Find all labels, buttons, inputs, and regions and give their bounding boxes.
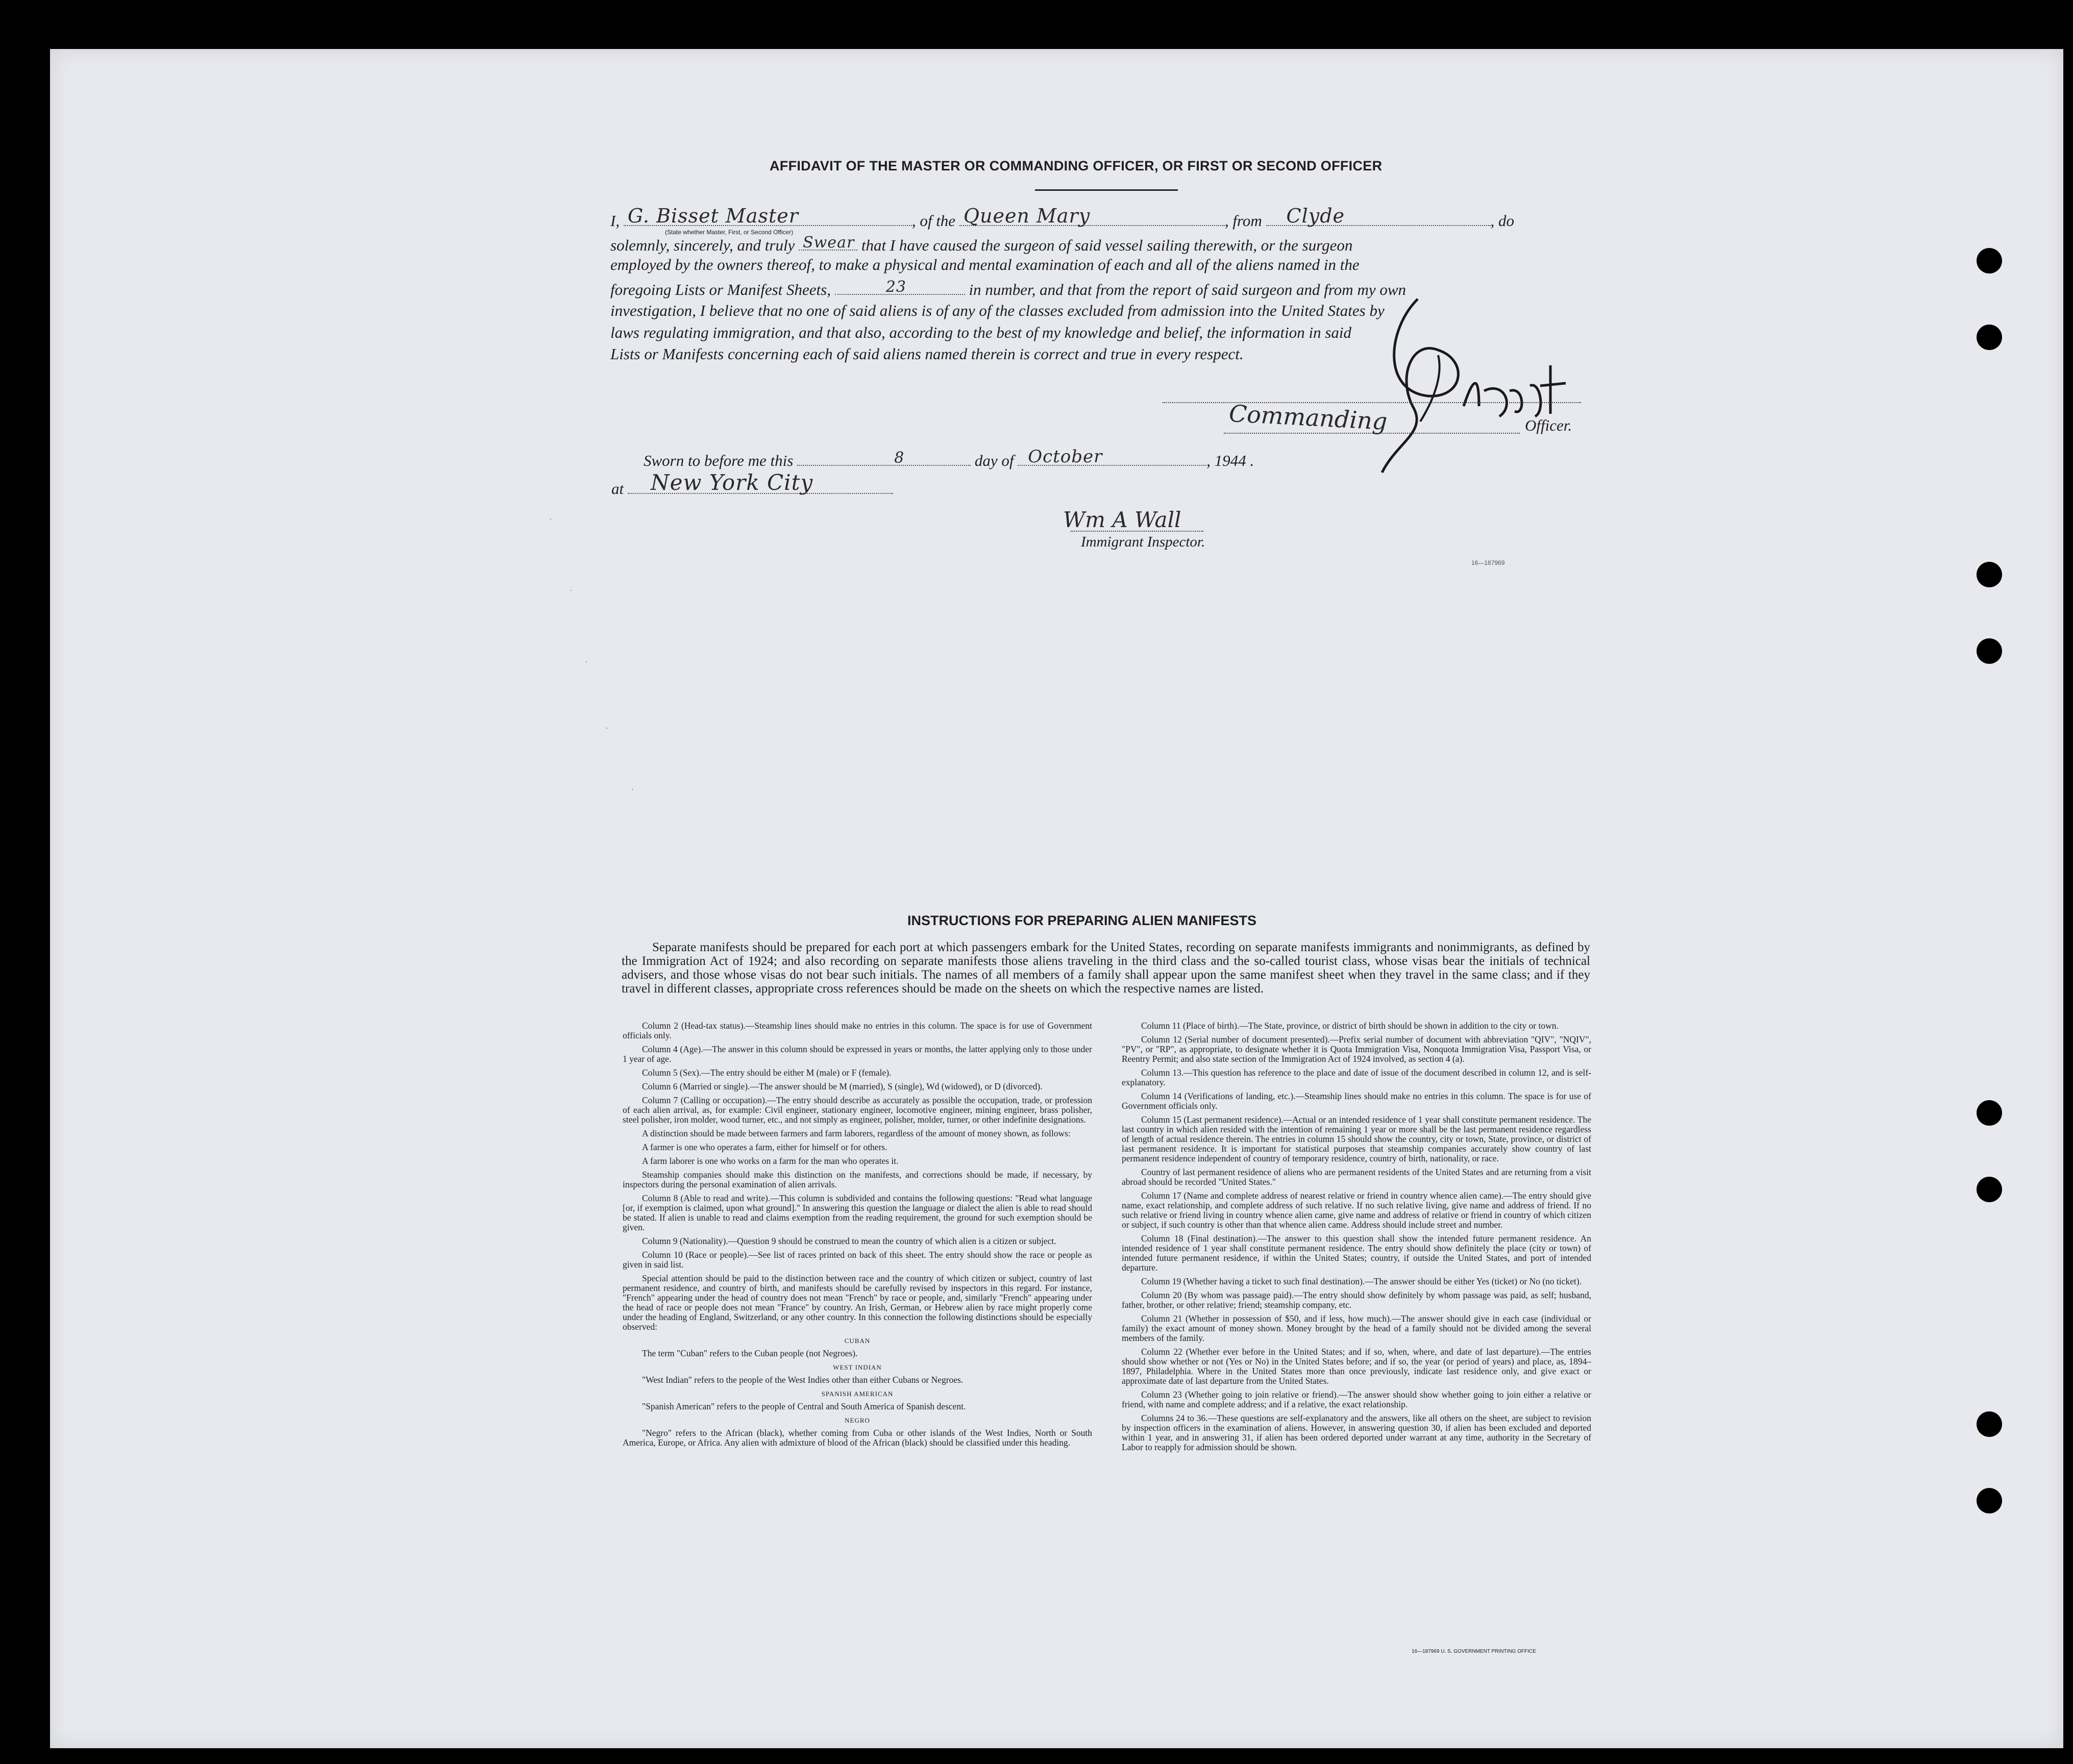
- inspector-signature: Wm A Wall: [1063, 507, 1181, 532]
- punch-hole: [1977, 1100, 2002, 1126]
- speck: [632, 789, 633, 790]
- officer-label: Officer.: [1525, 416, 1572, 434]
- instruction-paragraph: Column 18 (Final destination).—The answer to this question shall show the intended future permanent residence. An intended residence of 1 year shall constitute permanent residence. The entry should show definitely the place (city or town) of intended future permanent residence, if within the United States; country, if outside the United States, and port of intended departure.: [1122, 1233, 1591, 1273]
- instruction-paragraph: A farm laborer is one who works on a farm for the man who operates it.: [642, 1156, 899, 1166]
- punch-hole: [1977, 248, 2002, 274]
- instruction-paragraph: Column 17 (Name and complete address of nearest relative or friend in country whence alien came).—The entry should give name, exact relationship, and complete address of such relative. If no such relative living, give name and address of friend. If no such relative or friend living in country whence alien came, give name and address of relative or friend in country of which citizen or subject, if such country is other than that whence alien came. Address should include street and number.: [1122, 1190, 1591, 1230]
- instruction-paragraph: Steamship companies should make this distinction on the manifests, and corrections should be made, if necessary, by inspectors during the personal examination of alien arrivals.: [623, 1170, 1092, 1189]
- affidavit-text: day of: [974, 452, 1014, 469]
- instruction-paragraph: Column 15 (Last permanent residence).—Actual or an intended residence of 1 year shall constitute permanent residence. The last country in which alien resided with the intention of remaining 1 year or more shall be the last permanent residence regardless of length of actual residence therein. The entries in column 15 should show the country, city or town, State, province, or district of last permanent residence. It is important for statistical purposes that steamship companies accurately show country of last permanent residence independent of country of temporary residence, country of birth, nationality, or race.: [1122, 1114, 1591, 1163]
- swear-handwriting: Swear: [803, 234, 855, 252]
- instruction-paragraph: "Spanish American" refers to the people of Central and South America of Spanish descent.: [642, 1401, 966, 1411]
- affidavit-text: , do: [1490, 212, 1514, 230]
- affidavit-line-7: Lists or Manifests concerning each of said aliens named therein is correct and true in every respect.: [610, 345, 1244, 363]
- heading-cuban: CUBAN: [844, 1337, 871, 1345]
- affidavit-line-5: investigation, I believe that no one of said aliens is of any of the classes excluded from admission into the United States by: [610, 302, 1385, 319]
- instruction-paragraph: Column 11 (Place of birth).—The State, province, or district of birth should be shown in addition to the city or town.: [1141, 1021, 1559, 1031]
- instruction-paragraph: Column 21 (Whether in possession of $50, and if less, how much).—The answer should give in each case (individual or family) the exact amount of money shown. Money brought by the head of a family should not be divided among the several members of the family.: [1122, 1313, 1591, 1343]
- form-code: 16—187969: [1471, 559, 1505, 566]
- state-rank-note: (State whether Master, First, or Second Officer): [665, 229, 794, 236]
- affidavit-text: , from: [1224, 212, 1262, 230]
- instruction-paragraph: Column 5 (Sex).—The entry should be either M (male) or F (female).: [642, 1067, 892, 1078]
- affidavit-text: that I have caused the surgeon of said vessel sailing therewith, or the surgeon: [861, 236, 1353, 254]
- instructions-title: INSTRUCTIONS FOR PREPARING ALIEN MANIFESTS: [907, 913, 1257, 928]
- month-handwriting: October: [1028, 446, 1103, 467]
- document-page: [50, 49, 2063, 1748]
- instruction-paragraph: Columns 24 to 36.—These questions are self-explanatory and the answers, like all others on the sheet, are subject to revision by inspection officers in the examination of aliens. However, in answering question 30, if alien has been excluded and deported within 1 year, and in answering 31, if alien has been ordered deported under warrant at any time, authority in the Secretary of Labor to reapply for admission should be shown.: [1122, 1413, 1591, 1452]
- instruction-paragraph: Country of last permanent residence of aliens who are permanent residents of the United States and are returning from a visit abroad should be recorded "United States.": [1122, 1167, 1591, 1187]
- speck: [586, 661, 587, 662]
- instruction-paragraph: Column 13.—This question has reference to the place and date of issue of the document described in column 12, and is self-explanatory.: [1122, 1067, 1591, 1087]
- vessel-handwriting: Queen Mary: [963, 205, 1091, 227]
- affidavit-text: , of the: [911, 212, 956, 230]
- instruction-paragraph: Special attention should be paid to the distinction between race and the country of which citizen or subject, country of last permanent residence, and country of birth, and manifests should be carefully revised by inspectors in this regard. For instance, "French" appearing under the head of country does not mean "French" by race or people, and, similarly "French" appearing under the head of race or people does not mean "France" by country. An Irish, German, or Hebrew alien by race might properly come under the heading of England, Switzerland, or any other country. In this connection the following distinctions should be especially observed:: [623, 1273, 1092, 1332]
- punch-hole: [1977, 1411, 2002, 1437]
- affidavit-line-6: laws regulating immigration, and that also, according to the best of my knowledge and belief, the information in said: [610, 324, 1352, 341]
- instructions-intro: Separate manifests should be prepared for each port at which passengers embark for the United States, recording on separate manifests immigrants and nonimmigrants, as defined by the Immigration Act of 1924; and also recording on separate manifests those aliens traveling in the third class and the so-called tourist class, whose visas bear the initials of technical advisers, and those whose visas do not bear such initials. The names of all members of a family shall appear upon the same manifest sheet when they travel in the same class; and if they travel in different classes, appropriate cross references should be made on the sheets on which the respective names are listed.: [622, 940, 1590, 996]
- inspector-rule: [1071, 531, 1203, 532]
- instruction-paragraph: Column 8 (Able to read and write).—This column is subdivided and contains the following questions: "Read what language [or, if exemption is claimed, upon what ground]." In answering this question the language or dialect the alien is able to read should be stated. If alien is unable to read and claims exemption from the reading requirement, the ground for such exemption should be given.: [623, 1193, 1092, 1232]
- affidavit-text: at: [611, 480, 624, 498]
- affidavit-text: in number, and that from the report of said surgeon and from my own: [969, 281, 1406, 299]
- instruction-paragraph: The term "Cuban" refers to the Cuban people (not Negroes).: [642, 1348, 858, 1358]
- instruction-paragraph: "West Indian" refers to the people of the West Indies other than either Cubans or Negroes.: [642, 1375, 964, 1385]
- instruction-paragraph: Column 14 (Verifications of landing, etc.).—Steamship lines should make no entries in this column. The space is for use of Government officials only.: [1122, 1091, 1591, 1111]
- port-handwriting: Clyde: [1286, 205, 1345, 227]
- instruction-paragraph: Column 9 (Nationality).—Question 9 should be construed to mean the country of which alien is a citizen or subject.: [642, 1236, 1056, 1246]
- instruction-paragraph: Column 7 (Calling or occupation).—The entry should describe as accurately as possible the occupation, trade, or profession of each alien arrival, as, for example: Civil engineer, stationary engineer, locomotive engineer, mining engineer, brass polisher, steel polisher, iron molder, wood turner, etc., and not simply as engineer, polisher, molder, turner, or other indefinite designations.: [623, 1095, 1092, 1125]
- heading-spanish-american: SPANISH AMERICAN: [821, 1390, 894, 1398]
- affidavit-text: solemnly, sincerely, and truly: [610, 236, 795, 254]
- speck: [571, 590, 572, 591]
- month-field: [1018, 446, 1206, 467]
- instruction-paragraph: Column 2 (Head-tax status).—Steamship lines should make no entries in this column. The space is for use of Government officials only.: [623, 1021, 1092, 1040]
- swear-field: [799, 234, 857, 251]
- instruction-paragraph: Column 4 (Age).—The answer in this column should be expressed in years or months, the latter applying only to those under 1 year of age.: [623, 1044, 1092, 1064]
- instruction-paragraph: Column 23 (Whether going to join relative or friend).—The answer should show whether going to join either a relative or friend, with name and complete address; and if a relative, the exact relationship.: [1122, 1389, 1591, 1409]
- affidavit-title: AFFIDAVIT OF THE MASTER OR COMMANDING OFFICER, OR FIRST OR SECOND OFFICER: [770, 158, 1383, 173]
- place-field: [628, 470, 893, 495]
- punch-hole: [1977, 562, 2002, 587]
- port-field: [1266, 205, 1491, 227]
- affidavit-line-3: employed by the owners thereof, to make a physical and mental examination of each and all of the aliens named in the: [610, 256, 1360, 274]
- day-field: [797, 450, 971, 466]
- instruction-paragraph: Column 20 (By whom was passage paid).—The entry should show definitely by whom passage was paid, as self; husband, father, brother, or other relative; friend; steamship company, etc.: [1122, 1290, 1591, 1310]
- officer-name-field: [624, 205, 912, 227]
- instruction-paragraph: Column 22 (Whether ever before in the United States; and if so, when, where, and date of last departure).—The entries should show whether or not (Yes or No) in the United States before; and if so, the year (or period of years) and place, as, 1894–1897, Philadelphia. Where in the United States more than once previously, indicate last residence only, and give exact or approximate date of last departure from the United States.: [1122, 1347, 1591, 1386]
- instruction-paragraph: Column 19 (Whether having a ticket to such final destination).—The answer should be either Yes (ticket) or No (no ticket).: [1141, 1276, 1582, 1286]
- day-handwriting: 8: [894, 449, 905, 467]
- sworn-line: [644, 446, 1618, 470]
- affidavit-text: , 1944 .: [1206, 452, 1254, 469]
- heading-negro: NEGRO: [845, 1417, 870, 1424]
- instruction-paragraph: A distinction should be made between farmers and farm laborers, regardless of the amount of money shown, as follows:: [642, 1128, 1071, 1138]
- signature-rule: [1163, 402, 1581, 403]
- affidavit-text: I,: [610, 212, 620, 230]
- punch-hole: [1977, 1488, 2002, 1513]
- sheets-count-field: [835, 279, 965, 295]
- instruction-paragraph: Column 12 (Serial number of document presented).—Prefix serial number of document with abbreviation "QIV", "NQIV", "PV", or "RP", as appropriate, to designate whether it is Quota Immigration Visa, Nonquota Immigration Visa, Passport Visa, or Reentry Permit; and also state section of the Immigration Act of 1924 involved, as section 4 (a).: [1122, 1034, 1591, 1064]
- affidavit-line-2: [610, 234, 1585, 255]
- heading-west-indian: WEST INDIAN: [833, 1363, 882, 1371]
- affidavit-line-1: [610, 205, 1585, 230]
- place-line: [611, 470, 1586, 498]
- instruction-paragraph: A farmer is one who operates a farm, either for himself or for others.: [642, 1142, 887, 1152]
- title-rule: [1035, 189, 1178, 191]
- instructions-left-column: [623, 1021, 1092, 1452]
- instructions-right-column: [1122, 1021, 1591, 1456]
- affidavit-text: Sworn to before me this: [644, 452, 794, 469]
- printing-office-footer: 16—187969 U. S. GOVERNMENT PRINTING OFFICE: [1412, 1649, 1536, 1654]
- speck: [606, 728, 607, 729]
- punch-hole: [1977, 1177, 2002, 1202]
- punch-hole: [1977, 325, 2002, 350]
- place-handwriting: New York City: [650, 470, 813, 495]
- punch-hole: [1977, 638, 2002, 664]
- speck: [550, 518, 551, 519]
- vessel-field: [959, 205, 1225, 227]
- sheets-count-handwriting: 23: [885, 278, 906, 296]
- affidavit-text: foregoing Lists or Manifest Sheets,: [610, 281, 831, 299]
- officer-name-handwriting: G. Bisset Master: [627, 205, 799, 227]
- instruction-paragraph: Column 6 (Married or single).—The answer should be M (married), S (single), Wd (widowed), or D (divorced).: [642, 1081, 1043, 1091]
- instruction-paragraph: "Negro" refers to the African (black), whether coming from Cuba or other islands of the West Indies, North or South America, Europe, or Africa. Any alien with admixture of blood of the African (black) should be classified under this heading.: [623, 1428, 1092, 1448]
- rank-handwriting: Commanding: [1228, 399, 1388, 436]
- inspector-label: Immigrant Inspector.: [1081, 534, 1205, 550]
- instruction-paragraph: Column 10 (Race or people).—See list of races printed on back of this sheet. The entry should show the race or people as given in said list.: [623, 1250, 1092, 1270]
